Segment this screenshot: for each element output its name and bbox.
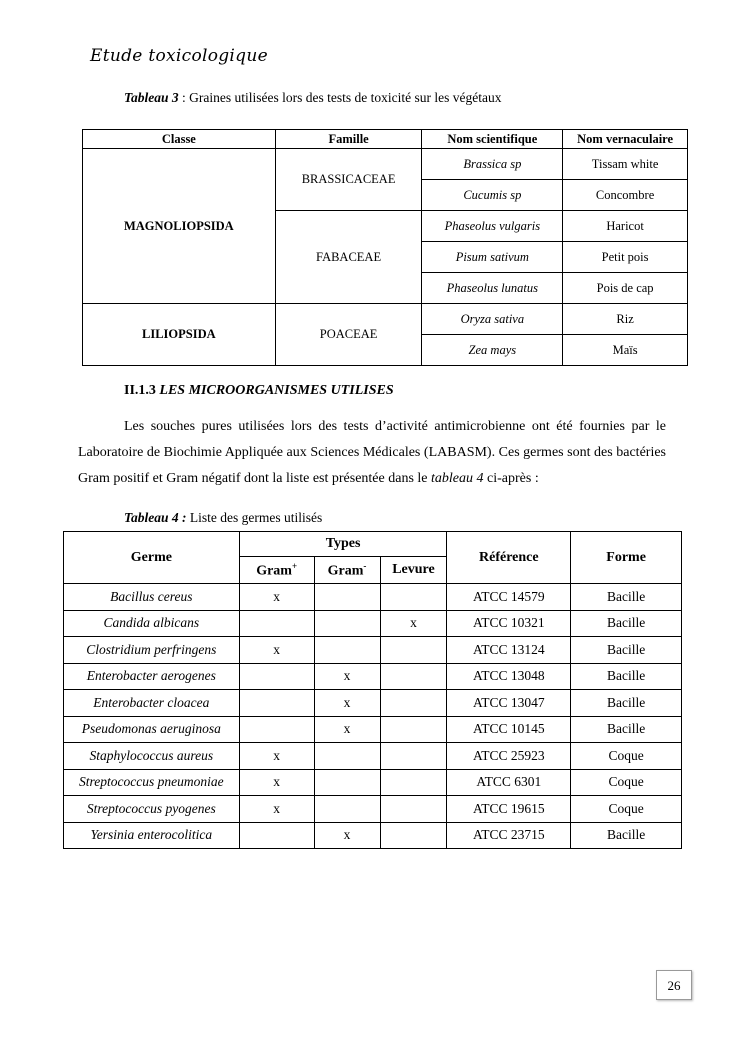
table-row bbox=[64, 610, 682, 637]
col-nom-scientifique: Nom scientifique bbox=[422, 130, 563, 149]
section-title: LES MICROORGANISMES UTILISES bbox=[159, 383, 394, 398]
germ-name: Pseudomonas aeruginosa bbox=[64, 716, 240, 743]
levure-mark bbox=[380, 743, 447, 770]
vernacular-name: Haricot bbox=[563, 211, 688, 242]
reference: ATCC 10321 bbox=[447, 610, 571, 637]
col-famille: Famille bbox=[275, 130, 422, 149]
gram-neg-mark bbox=[314, 637, 380, 664]
table4-caption-text: Liste des germes utilisés bbox=[186, 510, 323, 525]
levure-mark bbox=[380, 584, 447, 611]
germ-name: Enterobacter cloacea bbox=[64, 690, 240, 717]
gram-pos-mark: x bbox=[239, 743, 314, 770]
scientific-name: Pisum sativum bbox=[422, 242, 563, 273]
vernacular-name: Riz bbox=[563, 304, 688, 335]
body-paragraph bbox=[78, 414, 666, 492]
table-row bbox=[83, 304, 688, 335]
scientific-name: Phaseolus vulgaris bbox=[422, 211, 563, 242]
reference: ATCC 25923 bbox=[447, 743, 571, 770]
gram-neg-mark: x bbox=[314, 690, 380, 717]
table4-caption bbox=[124, 510, 322, 526]
gram-pos-mark bbox=[239, 716, 314, 743]
col-nom-vernaculaire: Nom vernaculaire bbox=[563, 130, 688, 149]
family-cell: BRASSICACEAE bbox=[275, 149, 422, 211]
gram-pos-mark: x bbox=[239, 637, 314, 664]
reference: ATCC 19615 bbox=[447, 796, 571, 823]
vernacular-name: Pois de cap bbox=[563, 273, 688, 304]
col-reference: Référence bbox=[447, 532, 571, 584]
scientific-name: Phaseolus lunatus bbox=[422, 273, 563, 304]
table-3-seeds bbox=[82, 129, 688, 366]
gram-neg-label: Gram bbox=[327, 563, 364, 579]
vernacular-name: Concombre bbox=[563, 180, 688, 211]
forme: Bacille bbox=[571, 822, 682, 849]
table-row bbox=[83, 149, 688, 180]
levure-mark bbox=[380, 796, 447, 823]
levure-mark: x bbox=[380, 610, 447, 637]
col-germe: Germe bbox=[64, 532, 240, 584]
germ-name: Streptococcus pyogenes bbox=[64, 796, 240, 823]
germ-name: Streptococcus pneumoniae bbox=[64, 769, 240, 796]
germ-name: Clostridium perfringens bbox=[64, 637, 240, 664]
forme: Bacille bbox=[571, 610, 682, 637]
running-header: Etude toxicologique bbox=[90, 46, 268, 66]
germ-name: Staphylococcus aureus bbox=[64, 743, 240, 770]
table4-header-row-1 bbox=[64, 532, 682, 557]
forme: Coque bbox=[571, 769, 682, 796]
table-row bbox=[64, 663, 682, 690]
levure-mark bbox=[380, 663, 447, 690]
forme: Coque bbox=[571, 796, 682, 823]
levure-mark bbox=[380, 637, 447, 664]
section-number: II.1.3 bbox=[124, 383, 160, 398]
reference: ATCC 6301 bbox=[447, 769, 571, 796]
forme: Bacille bbox=[571, 663, 682, 690]
scientific-name: Brassica sp bbox=[422, 149, 563, 180]
gram-neg-mark bbox=[314, 584, 380, 611]
vernacular-name: Tissam white bbox=[563, 149, 688, 180]
gram-neg-mark: x bbox=[314, 663, 380, 690]
forme: Bacille bbox=[571, 584, 682, 611]
forme: Coque bbox=[571, 743, 682, 770]
germ-name: Enterobacter aerogenes bbox=[64, 663, 240, 690]
gram-neg-mark: x bbox=[314, 716, 380, 743]
family-cell: POACEAE bbox=[275, 304, 422, 366]
col-gram-negative bbox=[314, 557, 380, 584]
scientific-name: Oryza sativa bbox=[422, 304, 563, 335]
table3-header-row bbox=[83, 130, 688, 149]
col-types: Types bbox=[239, 532, 447, 557]
levure-mark bbox=[380, 716, 447, 743]
table-reference: tableau 4 bbox=[431, 471, 484, 486]
forme: Bacille bbox=[571, 637, 682, 664]
table-row bbox=[64, 584, 682, 611]
gram-pos-mark bbox=[239, 822, 314, 849]
table-row bbox=[64, 822, 682, 849]
table-row bbox=[64, 743, 682, 770]
levure-mark bbox=[380, 690, 447, 717]
gram-neg-mark bbox=[314, 743, 380, 770]
gram-pos-mark bbox=[239, 663, 314, 690]
col-forme: Forme bbox=[571, 532, 682, 584]
table3-caption-label: Tableau 3 bbox=[124, 90, 179, 105]
gram-pos-label: Gram bbox=[256, 563, 292, 579]
gram-pos-mark: x bbox=[239, 796, 314, 823]
class-cell: LILIOPSIDA bbox=[83, 304, 276, 366]
reference: ATCC 13124 bbox=[447, 637, 571, 664]
levure-mark bbox=[380, 822, 447, 849]
col-gram-positive bbox=[239, 557, 314, 584]
gram-neg-mark bbox=[314, 796, 380, 823]
gram-neg-mark: x bbox=[314, 822, 380, 849]
germ-name: Bacillus cereus bbox=[64, 584, 240, 611]
class-cell: MAGNOLIOPSIDA bbox=[83, 149, 276, 304]
table3-caption-text: : Graines utilisées lors des tests de toxicité sur les végétaux bbox=[178, 90, 502, 105]
vernacular-name: Maïs bbox=[563, 335, 688, 366]
table-row bbox=[64, 716, 682, 743]
reference: ATCC 13047 bbox=[447, 690, 571, 717]
table-4-germs bbox=[63, 531, 682, 849]
col-classe: Classe bbox=[83, 130, 276, 149]
gram-neg-mark bbox=[314, 610, 380, 637]
gram-pos-mark: x bbox=[239, 584, 314, 611]
table3-caption bbox=[124, 90, 501, 106]
germ-name: Yersinia enterocolitica bbox=[64, 822, 240, 849]
vernacular-name: Petit pois bbox=[563, 242, 688, 273]
para-text-1: Les souches pures utilisées lors des tests d’activité antimicrobienne ont été fournies par le Laboratoire de Biochimie Appliquée aux Sciences Médicales (LABASM). Ces germes sont des bactéries Gram positif et Gram négatif dont la liste est présentée dans le bbox=[78, 419, 666, 486]
table4-caption-label: Tableau 4 : bbox=[124, 510, 187, 525]
reference: ATCC 23715 bbox=[447, 822, 571, 849]
reference: ATCC 10145 bbox=[447, 716, 571, 743]
scientific-name: Cucumis sp bbox=[422, 180, 563, 211]
table-row bbox=[64, 796, 682, 823]
scientific-name: Zea mays bbox=[422, 335, 563, 366]
forme: Bacille bbox=[571, 716, 682, 743]
gram-pos-sign: + bbox=[291, 560, 298, 571]
para-text-2: ci-après : bbox=[483, 471, 539, 486]
table-row bbox=[64, 690, 682, 717]
gram-pos-mark bbox=[239, 690, 314, 717]
table-row bbox=[64, 637, 682, 664]
reference: ATCC 13048 bbox=[447, 663, 571, 690]
gram-neg-mark bbox=[314, 769, 380, 796]
forme: Bacille bbox=[571, 690, 682, 717]
gram-pos-mark bbox=[239, 610, 314, 637]
reference: ATCC 14579 bbox=[447, 584, 571, 611]
section-heading bbox=[124, 383, 394, 399]
gram-pos-mark: x bbox=[239, 769, 314, 796]
page-number: 26 bbox=[656, 970, 692, 1000]
table-row bbox=[64, 769, 682, 796]
germ-name: Candida albicans bbox=[64, 610, 240, 637]
col-levure: Levure bbox=[380, 557, 447, 584]
levure-mark bbox=[380, 769, 447, 796]
family-cell: FABACEAE bbox=[275, 211, 422, 304]
gram-neg-sign: - bbox=[363, 560, 367, 571]
